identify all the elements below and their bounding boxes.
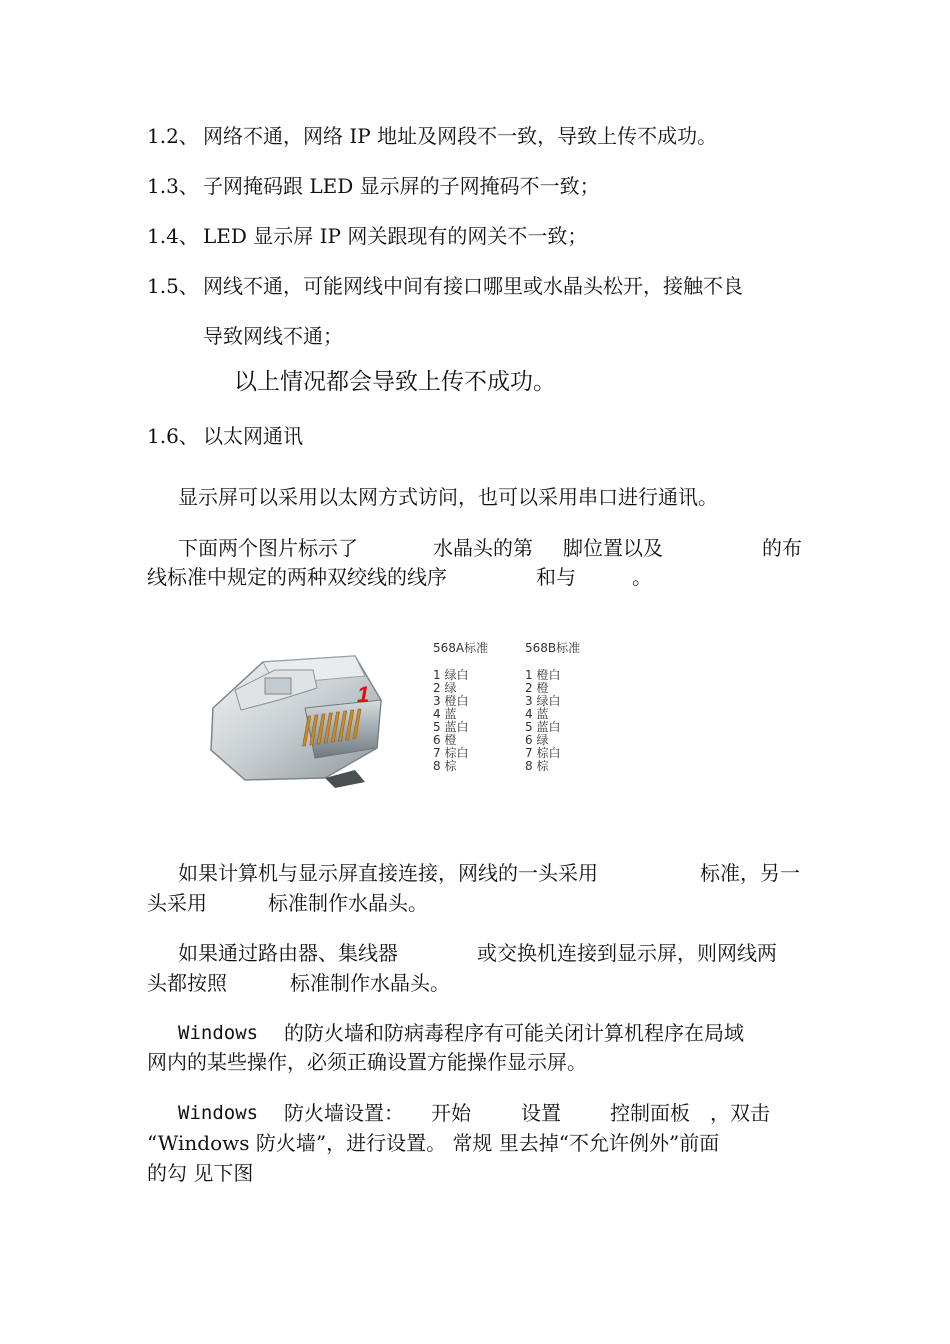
paragraph-text: 线标准中规定的两种双绞线的线序 bbox=[147, 565, 447, 589]
paragraph-text: 。 bbox=[632, 565, 652, 589]
item-number: 1.3、 bbox=[147, 174, 199, 198]
paragraph-text: 头采用 bbox=[147, 891, 207, 915]
wire-row: 5 蓝白 bbox=[525, 720, 561, 734]
rj45-wiring-figure bbox=[205, 630, 605, 790]
item-text: 子网掩码跟 LED 显示屏的子网掩码不一致； bbox=[203, 174, 600, 198]
paragraph-text: 和与 bbox=[536, 565, 576, 589]
standard-568a-list bbox=[433, 642, 488, 773]
wire-row: 4 蓝 bbox=[525, 707, 549, 721]
paragraph-text: Windows bbox=[178, 1102, 259, 1124]
wire-row: 3 橙白 bbox=[433, 694, 469, 708]
paragraph-text: 标准，另一 bbox=[700, 861, 800, 885]
standard-568b-title: 568B标准 bbox=[525, 641, 581, 655]
wire-row: 2 绿 bbox=[433, 681, 457, 695]
section-heading: 以太网通讯 bbox=[203, 424, 303, 448]
wire-row: 1 橙白 bbox=[525, 668, 561, 682]
paragraph-text: 头都按照 bbox=[147, 971, 227, 995]
wire-row: 6 绿 bbox=[525, 733, 549, 747]
item-text: 网线不通，可能网线中间有接口哪里或水晶头松开，接触不良 bbox=[203, 274, 743, 298]
wire-row: 8 棕 bbox=[525, 759, 549, 773]
paragraph-text: ，双击 bbox=[710, 1101, 770, 1125]
paragraph-text: Windows bbox=[178, 1022, 259, 1044]
paragraph-text: 标准制作水晶头。 bbox=[268, 891, 428, 915]
wire-row: 4 蓝 bbox=[433, 707, 457, 721]
wire-row: 7 棕白 bbox=[433, 746, 469, 760]
paragraph-text: 网内的某些操作，必须正确设置方能操作显示屏。 bbox=[147, 1050, 587, 1074]
wire-row: 8 棕 bbox=[433, 759, 457, 773]
wire-row: 3 绿白 bbox=[525, 694, 561, 708]
paragraph-text: 的防火墙和防病毒程序有可能关闭计算机程序在局域 bbox=[284, 1021, 744, 1045]
wire-row: 6 橙 bbox=[433, 733, 457, 747]
rj45-connector-image bbox=[205, 630, 395, 790]
item-number: 1.2、 bbox=[147, 124, 199, 148]
standard-568b-list bbox=[525, 642, 580, 773]
item-number: 1.4、 bbox=[147, 224, 199, 248]
summary-line: 以上情况都会导致上传不成功。 bbox=[234, 369, 556, 395]
item-text: LED 显示屏 IP 网关跟现有的网关不一致； bbox=[203, 224, 588, 248]
wire-row: 7 棕白 bbox=[525, 746, 561, 760]
wire-row: 1 绿白 bbox=[433, 668, 469, 682]
paragraph-text: 防火墙设置： bbox=[284, 1101, 404, 1125]
wire-row: 2 橙 bbox=[525, 681, 549, 695]
paragraph-text: 如果计算机与显示屏直接连接，网线的一头采用 bbox=[178, 861, 598, 885]
paragraph-text: 脚位置以及 bbox=[563, 536, 663, 560]
paragraph-text: 开始 bbox=[431, 1101, 471, 1125]
paragraph-text: 显示屏可以采用以太网方式访问，也可以采用串口进行通讯。 bbox=[178, 485, 718, 509]
paragraph-text: 如果通过路由器、集线器 bbox=[178, 941, 398, 965]
paragraph-text: 下面两个图片标示了 bbox=[178, 536, 358, 560]
paragraph-text: 标准制作水晶头。 bbox=[290, 971, 450, 995]
paragraph-text: 或交换机连接到显示屏，则网线两 bbox=[477, 941, 777, 965]
item-text: 网络不通，网络 IP 地址及网段不一致，导致上传不成功。 bbox=[203, 124, 718, 148]
standard-568a-title: 568A标准 bbox=[433, 641, 489, 655]
paragraph-text: 控制面板 bbox=[610, 1101, 690, 1125]
pin-one-label: 1 bbox=[357, 682, 370, 707]
wire-row: 5 蓝白 bbox=[433, 720, 469, 734]
paragraph-text: 的勾 见下图 bbox=[147, 1161, 254, 1185]
item-text-continued: 导致网线不通； bbox=[203, 324, 343, 348]
paragraph-text: “Windows 防火墙”，进行设置。 常规 里去掉“不允许例外”前面 bbox=[147, 1131, 720, 1155]
paragraph-text: 设置 bbox=[521, 1101, 561, 1125]
item-number: 1.5、 bbox=[147, 274, 199, 298]
item-number: 1.6、 bbox=[147, 424, 199, 448]
paragraph-text: 的布 bbox=[762, 536, 802, 560]
paragraph-text: 水晶头的第 bbox=[433, 536, 533, 560]
